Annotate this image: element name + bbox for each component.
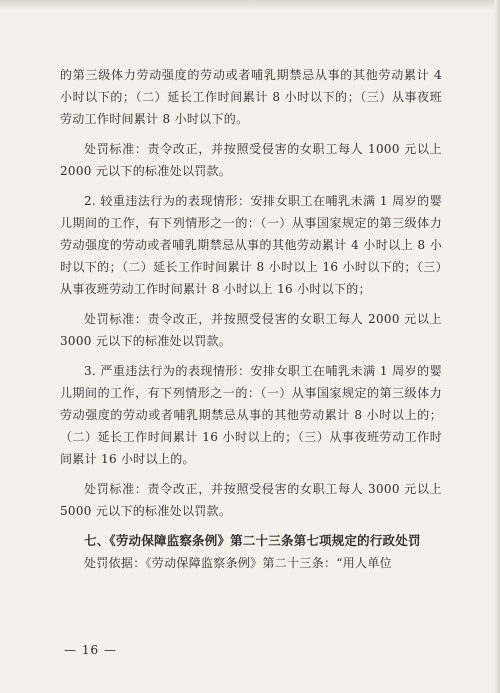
page-number: — 16 — — [64, 643, 117, 657]
paragraph-continuation: 的第三级体力劳动强度的劳动或者哺乳期禁忌从事的其他劳动累计 4 小时以下的；（二）延长工作时间累计 8 小时以下的；（三）从事夜班劳动工作时间累计 8 小时以下的。 — [60, 68, 442, 126]
item-2-moderate-violation: 2. 较重违法行为的表现情形：安排女职工在哺乳未满 1 周岁的婴儿期间的工作，有下列情形之一的：（一）从事国家规定的第三级体力劳动强度的劳动或者哺乳期禁忌从事的其他劳动累计 4 小时以上 8 小时以下的；（二）延长工作时间累计 8 小时以上 16 小时以下的；（三）从事夜班劳动工作时间累计 8 小时以上 16 小时以下的； — [60, 194, 442, 296]
scan-edge-right — [494, 0, 500, 693]
penalty-standard-3: 处罚标准：责令改正，并按照受侵害的女职工每人 3000 元以上 5000 元以下的标准处以罚款。 — [60, 482, 442, 518]
item-3-serious-violation: 3. 严重违法行为的表现情形：安排女职工在哺乳未满 1 周岁的婴儿期间的工作，有下列情形之一的：（一）从事国家规定的第三级体力劳动强度的劳动或者哺乳期禁忌从事的其他劳动累计 8 小时以上的；（二）延长工作时间累计 16 小时以上的；（三）从事夜班劳动工作时间累计 16 小时以上的。 — [60, 364, 442, 466]
section-heading: 七、《劳动保障监察条例》第二十三条第七项规定的行政处罚 — [84, 533, 421, 548]
document-page — [60, 64, 442, 574]
penalty-standard-1: 处罚标准：责令改正，并按照受侵害的女职工每人 1000 元以上 2000 元以下的标准处以罚款。 — [60, 142, 442, 178]
penalty-standard-2: 处罚标准：责令改正，并按照受侵害的女职工每人 2000 元以上 3000 元以下的标准处以罚款。 — [60, 312, 442, 348]
penalty-basis: 处罚依据：《劳动保障监察条例》第二十三条：“用人单位 — [84, 556, 392, 570]
scan-edge-top — [0, 0, 500, 10]
